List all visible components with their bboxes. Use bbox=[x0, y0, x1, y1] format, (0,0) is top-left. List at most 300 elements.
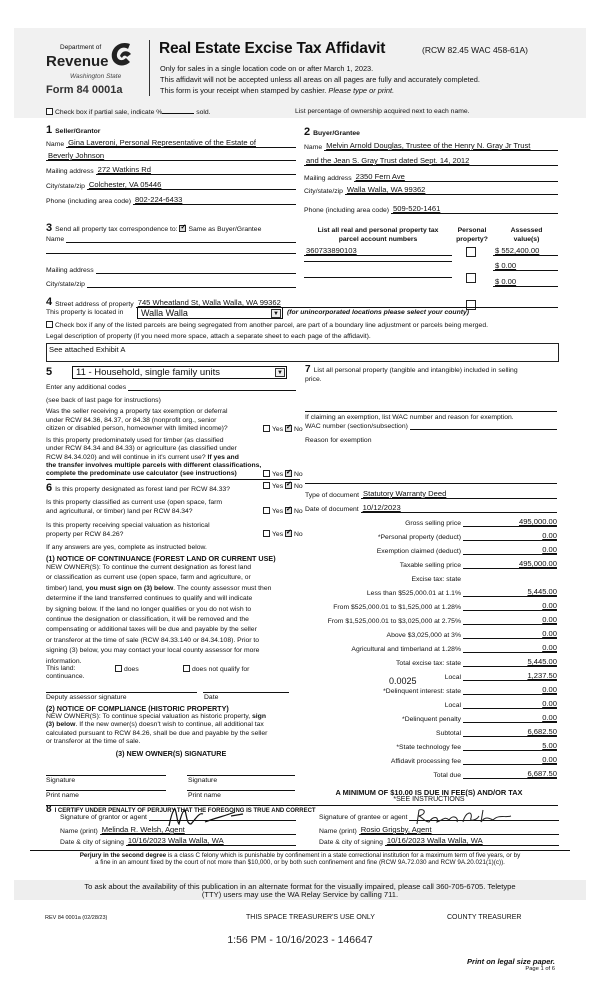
tax-value[interactable]: 0.00 bbox=[463, 685, 557, 695]
parcel-account-value[interactable] bbox=[304, 261, 452, 262]
tax-label: Exemption claimed (deduct) bbox=[376, 548, 461, 555]
no-checkbox[interactable] bbox=[285, 530, 292, 537]
correspondence-name-value[interactable] bbox=[66, 242, 296, 243]
grantee-date-field[interactable] bbox=[319, 836, 559, 846]
personal-property-line[interactable] bbox=[305, 411, 557, 412]
tax-value[interactable]: 5,445.00 bbox=[463, 657, 557, 667]
tax-value[interactable]: 0.00 bbox=[463, 699, 557, 709]
section-number: 6 bbox=[46, 482, 53, 494]
tax-label: From $1,525,000.01 to $3,025,000 at 2.75% bbox=[327, 618, 461, 625]
tax-row bbox=[300, 544, 557, 555]
tax-row bbox=[300, 558, 557, 569]
section-number: 2 bbox=[304, 126, 311, 138]
question-text: RCW 84.34.020) and will continue in it's current use? bbox=[46, 453, 206, 461]
same-as-buyer-checkbox[interactable] bbox=[179, 225, 186, 232]
historic-question bbox=[46, 521, 210, 539]
correspondence-city-field[interactable] bbox=[46, 281, 296, 288]
seller-phone-value[interactable]: 802-224-6433 bbox=[133, 195, 296, 205]
section-divider bbox=[46, 479, 300, 480]
tax-row bbox=[300, 670, 557, 681]
does-label: does bbox=[124, 666, 139, 673]
revision-label: REV 84 0001a (02/28/23) bbox=[45, 915, 108, 921]
tax-label: Total due bbox=[433, 772, 461, 779]
assessed-value[interactable]: $ 552,400.00 bbox=[493, 246, 558, 256]
tax-label: Excise tax: state bbox=[411, 576, 461, 583]
grantee-name-value[interactable]: Rosio Grigsby, Agent bbox=[359, 825, 559, 835]
timber-yes-no bbox=[263, 470, 303, 478]
assessed-value-field[interactable] bbox=[493, 277, 558, 287]
forest-question bbox=[46, 482, 230, 494]
no-label: No bbox=[293, 426, 303, 433]
question-bold: If yes and bbox=[207, 453, 239, 461]
county-select-value: Walla Walla bbox=[141, 308, 188, 318]
buyer-city-label: City/state/zip bbox=[304, 188, 343, 195]
buyer-phone-value[interactable]: 509-520-1461 bbox=[391, 204, 558, 214]
continuance-label: continuance. bbox=[46, 673, 85, 680]
tax-value[interactable]: 495,000.00 bbox=[463, 559, 557, 569]
header-line-2: This affidavit will not be accepted unless all areas on all pages are fully and accurately completed. bbox=[160, 75, 480, 84]
grantor-date-field[interactable] bbox=[60, 836, 296, 846]
grantor-date-label: Date & city of signing bbox=[60, 839, 124, 846]
tax-value[interactable]: 0.00 bbox=[463, 629, 557, 639]
tax-value[interactable]: 0.00 bbox=[463, 531, 557, 541]
personal-property-question bbox=[305, 366, 518, 384]
logo-revenue: Revenue bbox=[46, 53, 109, 70]
notice-bold: you must sign on (3) below bbox=[85, 584, 174, 592]
tax-row bbox=[300, 530, 557, 541]
yes-checkbox[interactable] bbox=[263, 425, 270, 432]
buyer-phone-label: Phone (including area code) bbox=[304, 207, 390, 214]
document-type-label: Type of document bbox=[305, 492, 360, 499]
notice-text: . The county assessor must then bbox=[173, 584, 272, 592]
perjury-line: a fine in an amount fixed by the court of not more than $10,000, or by both such confinement and fine (RCW 9A.72.030 and RCW 9A.20.021(1)(c)). bbox=[95, 859, 505, 866]
tax-value[interactable]: 0.00 bbox=[463, 643, 557, 653]
tax-row bbox=[300, 656, 557, 667]
notice-line: or classification as current use (open space, farm and agriculture, or bbox=[46, 574, 251, 582]
notice-line: by signing below. If the land no longer qualifies or you do not wish to bbox=[46, 605, 252, 613]
perjury-line bbox=[0, 852, 600, 859]
document-type-value[interactable]: Statutory Warranty Deed bbox=[361, 489, 557, 499]
seller-phone-label: Phone (including area code) bbox=[46, 198, 132, 205]
tax-label: From $525,000.01 to $1,525,000 at 1.28% bbox=[333, 604, 461, 611]
current-use-yes-no bbox=[263, 507, 303, 515]
tax-value[interactable]: 0.00 bbox=[463, 545, 557, 555]
owner-signature-line-1[interactable] bbox=[46, 775, 166, 776]
seller-name-value[interactable]: Gina Laveroni, Personal Representative of the Estate of bbox=[66, 138, 296, 148]
question-line: Is this property classified as current use (open space, farm bbox=[46, 499, 223, 506]
dropdown-arrow-icon[interactable]: ▼ bbox=[275, 368, 285, 377]
additional-codes-field[interactable] bbox=[46, 384, 296, 391]
answers-note: If any answers are yes, complete as instructed below. bbox=[46, 544, 207, 551]
street-address-label: Street address of property bbox=[55, 301, 134, 308]
segregated-checkbox[interactable] bbox=[46, 321, 53, 328]
perjury-bold: Perjury in the second degree bbox=[79, 852, 167, 859]
yes-label: Yes bbox=[272, 483, 284, 490]
land-use-code-value: 11 - Household, single family units bbox=[76, 367, 220, 378]
yes-checkbox[interactable] bbox=[263, 470, 270, 477]
no-label: No bbox=[293, 471, 303, 478]
tax-row bbox=[300, 740, 557, 751]
no-checkbox[interactable] bbox=[285, 425, 292, 432]
yes-label: Yes bbox=[272, 471, 284, 478]
seller-heading-text: Seller/Grantor bbox=[55, 128, 101, 135]
page-number: Page 1 of 6 bbox=[525, 966, 555, 972]
deputy-date-label: Date bbox=[204, 694, 219, 701]
reason-label: Reason for exemption bbox=[305, 437, 372, 444]
local-rate: 0.0025 bbox=[389, 676, 417, 686]
question-line: property per RCW 84.26? bbox=[46, 531, 124, 538]
buyer-name-label: Name bbox=[304, 144, 323, 151]
notice-text: . If the new owner(s) doesn't wish to continue, all additional tax bbox=[75, 721, 264, 729]
seller-mailing-field[interactable] bbox=[46, 165, 296, 175]
notice-line: continue the designation or classification, it will be removed and the bbox=[46, 616, 249, 624]
partial-percent-field[interactable] bbox=[162, 113, 194, 114]
grantor-name-value[interactable]: Melinda R. Welsh, Agent bbox=[100, 825, 296, 835]
seller-name-line2[interactable] bbox=[46, 151, 296, 161]
grantee-signature-image bbox=[415, 806, 525, 826]
section-number: 8 bbox=[46, 804, 52, 815]
section-number: 1 bbox=[46, 124, 53, 136]
grantee-name-label: Name (print) bbox=[319, 828, 357, 835]
certify-text: I CERTIFY UNDER PENALTY OF PERJURY THAT THE FOREGOING IS TRUE AND CORRECT bbox=[54, 808, 316, 814]
tax-label: Local bbox=[444, 674, 461, 681]
personal-property-checkbox[interactable] bbox=[466, 273, 476, 283]
notice-line: determine if the land transferred continues to qualify and will indicate bbox=[46, 595, 253, 603]
question-line: Is this property predominately used for timber (as classified bbox=[46, 437, 224, 444]
timber-question bbox=[46, 437, 261, 478]
parcel-header-line: Assessed bbox=[510, 227, 543, 234]
buyer-phone-field[interactable] bbox=[304, 204, 558, 214]
buyer-name-field[interactable] bbox=[304, 141, 558, 151]
notice1-title: (1) NOTICE OF CONTINUANCE (FOREST LAND OR CURRENT USE) bbox=[46, 554, 276, 563]
tax-row bbox=[300, 712, 557, 723]
signature-label: Signature bbox=[188, 777, 218, 784]
seller-name-value-2[interactable]: Beverly Johnson bbox=[46, 151, 296, 161]
owner-print-line-1[interactable] bbox=[46, 790, 166, 791]
grantor-signature-label: Signature of grantor or agent bbox=[60, 814, 147, 821]
notice1-text bbox=[46, 563, 271, 667]
question-line bbox=[46, 454, 261, 462]
tax-value[interactable]: 0.00 bbox=[463, 615, 557, 625]
logo-state: Washington State bbox=[70, 73, 122, 80]
correspondence-city-label: City/state/zip bbox=[46, 281, 85, 288]
parcel-header-line: List all real and personal property tax bbox=[317, 227, 439, 234]
tax-value[interactable]: 6,682.50 bbox=[463, 727, 557, 737]
assessed-value-field[interactable] bbox=[493, 261, 558, 271]
tax-value[interactable]: 5.00 bbox=[463, 741, 557, 751]
tax-row bbox=[300, 628, 557, 639]
tax-row bbox=[300, 726, 557, 737]
does-not-option bbox=[183, 665, 249, 673]
notice-line: or transferor at the time of sale. bbox=[46, 738, 141, 746]
notice-line: or transferor at the time of sale (RCW 84.33.140 or 84.34.108). Prior to bbox=[46, 636, 260, 644]
document-date-value[interactable]: 10/12/2023 bbox=[361, 503, 557, 513]
yes-checkbox[interactable] bbox=[263, 482, 270, 489]
question-line: under RCW 84.34 and 84.33) or agriculture (as classified under bbox=[46, 445, 237, 453]
tax-label: Affidavit processing fee bbox=[390, 758, 461, 765]
correspondence-name-line2[interactable] bbox=[46, 253, 296, 254]
grantee-signature-label: Signature of grantee or agent bbox=[319, 814, 408, 821]
county-note: (for unincorporated locations please select your county) bbox=[287, 309, 470, 316]
dropdown-arrow-icon[interactable]: ▼ bbox=[271, 309, 281, 318]
tax-value[interactable]: 0.00 bbox=[463, 601, 557, 611]
tax-label: *Delinquent interest: state bbox=[383, 688, 461, 695]
legal-description-label: Legal description of property (if you need more space, attach a separate sheet to each page of the affidavit). bbox=[46, 333, 371, 340]
tax-row bbox=[300, 768, 557, 779]
no-checkbox[interactable] bbox=[285, 470, 292, 477]
does-checkbox[interactable] bbox=[115, 665, 122, 672]
notice-line: NEW OWNER(S): To continue the current designation as forest land bbox=[46, 564, 252, 571]
correspondence-heading bbox=[46, 222, 261, 234]
seller-city-value[interactable]: Colchester, VA 05446 bbox=[87, 180, 296, 190]
forest-yes-no bbox=[263, 482, 303, 490]
print-name-label: Print name bbox=[188, 792, 221, 799]
page-title: Real Estate Excise Tax Affidavit bbox=[159, 40, 386, 57]
tax-label: Gross selling price bbox=[405, 520, 461, 527]
print-legal-note: Print on legal size paper. bbox=[467, 957, 555, 966]
tax-value[interactable]: 1,237.50 bbox=[463, 671, 557, 681]
seller-mailing-value[interactable]: 272 Watkins Rd bbox=[96, 165, 296, 175]
grantee-date-value[interactable]: 10/16/2023 Walla Walla, WA bbox=[385, 836, 559, 846]
tax-value[interactable]: 0.00 bbox=[463, 713, 557, 723]
notice-bold: sign bbox=[252, 713, 266, 720]
section-divider bbox=[30, 850, 570, 851]
header-line-3 bbox=[160, 86, 394, 95]
tax-row bbox=[300, 600, 557, 611]
land-use-code-select[interactable] bbox=[72, 366, 287, 379]
assessed-value[interactable]: $ 0.00 bbox=[493, 261, 558, 271]
tax-value[interactable]: 6,687.50 bbox=[463, 769, 557, 779]
does-option bbox=[115, 665, 139, 673]
buyer-name-value-2[interactable]: and the Jean S. Gray Trust dated Sept. 14, 2012 bbox=[304, 156, 558, 166]
question-line bbox=[305, 366, 518, 376]
document-date-field[interactable] bbox=[305, 503, 557, 513]
grantor-name-label: Name (print) bbox=[60, 828, 98, 835]
buyer-heading-text: Buyer/Grantee bbox=[313, 130, 360, 137]
parcel-account-field[interactable] bbox=[304, 261, 452, 262]
notice-text: timber) land, bbox=[46, 584, 84, 592]
yes-label: Yes bbox=[272, 426, 284, 433]
reason-line[interactable] bbox=[305, 483, 557, 484]
parcel-header-assessed bbox=[495, 226, 558, 244]
print-name-label: Print name bbox=[46, 792, 79, 799]
additional-codes-value[interactable] bbox=[128, 390, 296, 391]
document-date-label: Date of document bbox=[305, 506, 359, 513]
question-line: the transfer involves multiple parcels with different classifications, bbox=[46, 461, 262, 469]
notice2-title: (2) NOTICE OF COMPLIANCE (HISTORIC PROPERTY) bbox=[46, 704, 229, 713]
tax-label: Agricultural and timberland at 1.28% bbox=[351, 646, 461, 653]
tax-row bbox=[300, 642, 557, 653]
header-line-3-text: This form is your receipt when stamped by cashier. bbox=[160, 86, 327, 95]
perjury-notice bbox=[0, 852, 600, 866]
correspondence-name-label: Name bbox=[46, 236, 65, 243]
buyer-city-value[interactable]: Walla Walla, WA 99362 bbox=[345, 185, 558, 195]
assessed-value-field[interactable] bbox=[493, 246, 558, 256]
logo-dept: Department of bbox=[60, 44, 102, 51]
correspondence-name-field[interactable] bbox=[46, 236, 296, 243]
no-checkbox[interactable] bbox=[285, 507, 292, 514]
tax-value[interactable]: 495,000.00 bbox=[463, 517, 557, 527]
exemption-yes-no bbox=[263, 425, 303, 433]
additional-codes-label: Enter any additional codes bbox=[46, 384, 127, 391]
tax-row bbox=[300, 586, 557, 597]
partial-sale-row bbox=[46, 108, 211, 116]
parcel-account-field[interactable] bbox=[304, 277, 452, 278]
exemption-question bbox=[46, 408, 228, 434]
tax-label: Local bbox=[444, 702, 461, 709]
parcel-header-line: value(s) bbox=[513, 236, 540, 243]
ownership-note: List percentage of ownership acquired next to each name. bbox=[295, 108, 470, 115]
parcel-account-value[interactable]: 360733890103 bbox=[304, 246, 452, 256]
same-as-buyer-label: Same as Buyer/Grantee bbox=[188, 226, 262, 233]
grantee-date-label: Date & city of signing bbox=[319, 839, 383, 846]
tax-label: *Personal property (deduct) bbox=[377, 534, 461, 541]
buyer-mailing-field[interactable] bbox=[304, 172, 558, 182]
tax-label: *State technology fee bbox=[396, 744, 461, 751]
yes-checkbox[interactable] bbox=[263, 530, 270, 537]
street-address-value[interactable]: 745 Wheatland St, Walla Walla, WA 99362 bbox=[136, 298, 558, 308]
no-label: No bbox=[293, 483, 303, 490]
buyer-city-field[interactable] bbox=[304, 185, 558, 195]
deputy-signature-line[interactable] bbox=[46, 692, 197, 693]
forest-question-text: Is this property designated as forest land per RCW 84.33? bbox=[55, 486, 231, 493]
no-label: No bbox=[293, 508, 303, 515]
correspondence-mailing-label: Mailing address bbox=[46, 267, 94, 274]
does-not-checkbox[interactable] bbox=[183, 665, 190, 672]
seller-heading bbox=[46, 124, 100, 136]
personal-property-checkbox[interactable] bbox=[466, 247, 476, 257]
tax-label: Subtotal bbox=[436, 730, 461, 737]
parcel-header-line: Personal bbox=[457, 227, 487, 234]
notice-text: NEW OWNER(S): To continue special valuation as historic property, bbox=[46, 713, 251, 720]
form-number: Form 84 0001a bbox=[46, 84, 123, 96]
buyer-mailing-label: Mailing address bbox=[304, 175, 352, 182]
parcel-account-value[interactable] bbox=[304, 277, 452, 278]
document-type-field[interactable] bbox=[305, 489, 557, 499]
partial-sale-label: Check box if partial sale, indicate % bbox=[55, 109, 163, 116]
correspondence-text: Send all property tax correspondence to: bbox=[55, 226, 178, 233]
grantor-name-field[interactable] bbox=[60, 825, 296, 835]
partial-sale-checkbox[interactable] bbox=[46, 108, 53, 115]
yes-checkbox[interactable] bbox=[263, 507, 270, 514]
current-use-question bbox=[46, 498, 222, 516]
notice-line bbox=[46, 721, 267, 729]
header-divider bbox=[149, 40, 150, 96]
segregated-row bbox=[46, 321, 488, 329]
header-line-3-italic: Please type or print. bbox=[328, 86, 395, 95]
assessed-value[interactable]: $ 0.00 bbox=[493, 277, 558, 287]
located-label: This property is located in bbox=[46, 309, 124, 316]
no-label: No bbox=[293, 531, 303, 538]
owner-print-line-2[interactable] bbox=[187, 790, 295, 791]
notice-line: signing (3) below, you may contact your local county assessor for more bbox=[46, 647, 260, 655]
buyer-mailing-value[interactable]: 2350 Fern Ave bbox=[354, 172, 558, 182]
does-not-label: does not qualify for bbox=[192, 666, 250, 673]
wac-number-value[interactable] bbox=[410, 429, 557, 430]
tax-row bbox=[300, 698, 557, 709]
rcw-reference: (RCW 82.45 WAC 458-61A) bbox=[422, 45, 528, 55]
tax-value[interactable]: 5,445.00 bbox=[463, 587, 557, 597]
buyer-heading bbox=[304, 126, 360, 138]
notice-line: compensating or additional taxes will be due and payable by the seller bbox=[46, 626, 257, 634]
owner-signature-line-2[interactable] bbox=[187, 775, 295, 776]
tax-row bbox=[300, 572, 557, 583]
deputy-date-line[interactable] bbox=[203, 692, 289, 693]
deputy-signature-label: Deputy assessor signature bbox=[46, 694, 127, 701]
tax-label: Less than $525,000.01 at 1.1% bbox=[366, 590, 461, 597]
see-instructions-note: *SEE INSTRUCTIONS bbox=[393, 796, 465, 803]
correspondence-city-value[interactable] bbox=[87, 287, 296, 288]
grantee-name-field[interactable] bbox=[319, 825, 559, 835]
notice3-title: (3) NEW OWNER(S) SIGNATURE bbox=[115, 749, 227, 758]
minimum-due-note: A MINIMUM OF $10.00 IS DUE IN FEE(S) AND/OR TAX bbox=[335, 788, 523, 797]
see-back-note: (see back of last page for instructions) bbox=[46, 397, 161, 404]
section-number: 3 bbox=[46, 222, 53, 234]
no-checkbox[interactable] bbox=[285, 482, 292, 489]
signature-label: Signature bbox=[46, 777, 76, 784]
notice-line bbox=[46, 713, 267, 721]
notice-line bbox=[46, 584, 271, 594]
legal-description-value: See attached Exhibit A bbox=[49, 345, 126, 354]
county-select[interactable] bbox=[137, 307, 283, 319]
tax-row bbox=[300, 684, 557, 695]
parcel-header-line: property? bbox=[456, 236, 488, 243]
segregated-label: Check box if any of the listed parcels are being segregated from another parcel, are part of a boundary line adjustment or parcels being merged. bbox=[55, 322, 488, 329]
historic-yes-no bbox=[263, 530, 303, 538]
wac-number-field[interactable] bbox=[305, 423, 557, 430]
section-number: 4 bbox=[46, 296, 53, 308]
question-line: complete the predominate use calculator (see instructions) bbox=[46, 470, 237, 478]
correspondence-mailing-field[interactable] bbox=[46, 267, 296, 274]
legal-description-textarea[interactable] bbox=[46, 343, 559, 362]
seller-mailing-label: Mailing address bbox=[46, 168, 94, 175]
alt-format-notice bbox=[0, 883, 600, 898]
seller-city-label: City/state/zip bbox=[46, 183, 85, 190]
parcel-header-personal bbox=[452, 226, 492, 244]
buyer-name-line2[interactable] bbox=[304, 156, 558, 166]
tax-label: Total excise tax: state bbox=[396, 660, 461, 667]
question-line: Is this property receiving special valuation as historical bbox=[46, 522, 210, 529]
seller-name-label: Name bbox=[46, 141, 65, 148]
alt-format-line: (TTY) users may use the WA Relay Service by calling 711. bbox=[201, 889, 399, 899]
question-text: List all personal property (tangible and intangible) included in selling bbox=[313, 367, 518, 374]
tax-value[interactable]: 0.00 bbox=[463, 755, 557, 765]
county-treasurer-label: COUNTY TREASURER bbox=[447, 914, 522, 921]
tax-row bbox=[300, 614, 557, 625]
seller-name-field[interactable] bbox=[46, 138, 296, 148]
section-number: 5 bbox=[46, 366, 53, 378]
claiming-exemption-note: If claiming an exemption, list WAC number and reason for exemption. bbox=[305, 414, 514, 421]
section-number: 7 bbox=[305, 364, 311, 375]
correspondence-mailing-value[interactable] bbox=[96, 273, 296, 274]
tax-label: *Delinquent penalty bbox=[402, 716, 461, 723]
grantor-date-value[interactable]: 10/16/2023 Walla Walla, WA bbox=[126, 836, 296, 846]
tax-row bbox=[300, 516, 557, 527]
buyer-name-value[interactable]: Melvin Arnold Douglas, Trustee of the Henry N. Gray Jr Trust bbox=[324, 141, 558, 151]
notice-bold: (3) below bbox=[46, 721, 76, 729]
parcel-account-field[interactable] bbox=[304, 246, 452, 256]
notice-line: calculated pursuant to RCW 84.26, shall be due and payable by the seller bbox=[46, 729, 268, 737]
street-address-field[interactable] bbox=[46, 296, 558, 308]
notice2-text bbox=[46, 713, 267, 747]
question-line: under RCW 84.36, 84.37, or 84.38 (nonprofit org., senior bbox=[46, 416, 217, 424]
seller-phone-field[interactable] bbox=[46, 195, 296, 205]
perjury-text: is a class C felony which is punishable by confinement in a state correctional institution for a maximum term of five years, or by bbox=[166, 852, 521, 859]
seller-city-field[interactable] bbox=[46, 180, 296, 190]
tax-label: Taxable selling price bbox=[399, 562, 461, 569]
alt-format-line: To ask about the availability of this publication in an alternate format for the visually impaired, please call 360-705-6705. Teletype bbox=[84, 882, 516, 891]
parcel-header-line: parcel account numbers bbox=[338, 236, 418, 243]
